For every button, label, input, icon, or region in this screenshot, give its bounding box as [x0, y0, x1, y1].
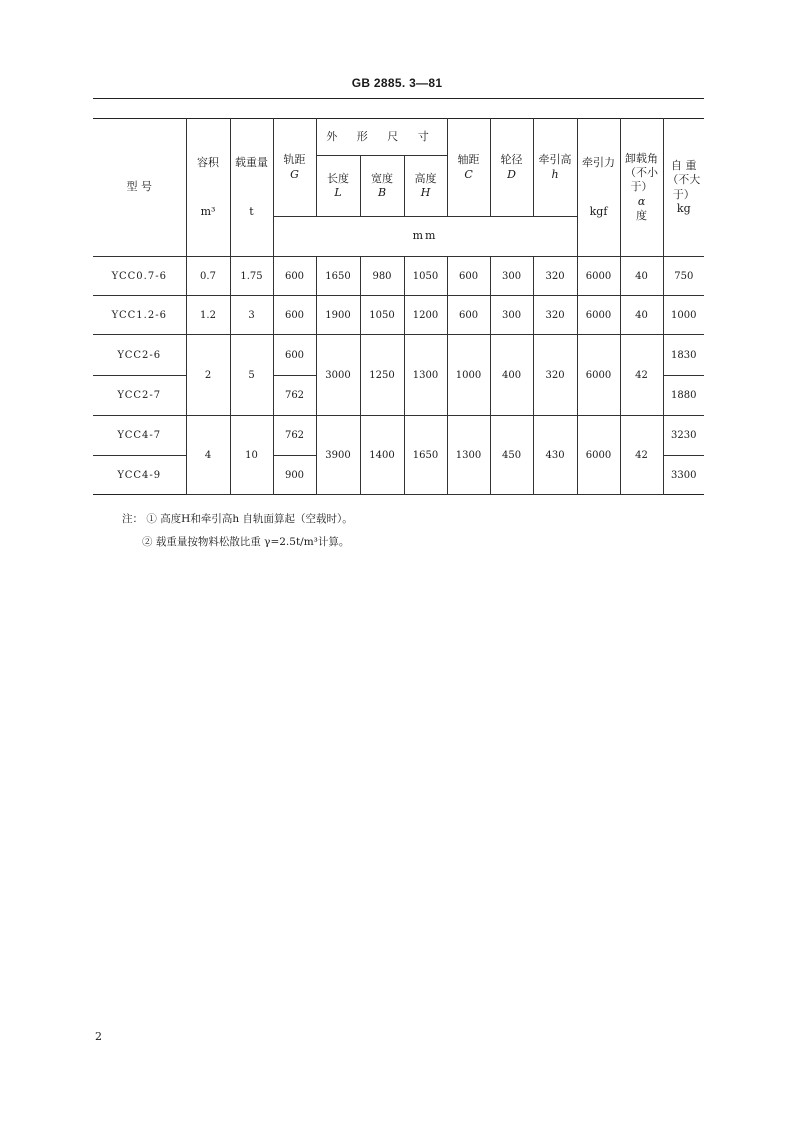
- cell-gauge: 762: [273, 416, 316, 456]
- note-2-text: 载重量按物料松散比重 γ=2.5t/m³计算。: [155, 536, 350, 548]
- header-height-label: 高度: [414, 171, 437, 185]
- header-volume-label: 容积: [197, 156, 219, 170]
- cell-self-weight: 1880: [663, 376, 704, 416]
- table-header-row: [93, 119, 704, 156]
- cell-model: YCC4-9: [93, 456, 186, 495]
- cell-dump-angle: 42: [620, 335, 663, 416]
- cell-self-weight: 3300: [663, 456, 704, 495]
- cell-model: YCC1.2-6: [93, 296, 186, 335]
- cell-width: 1400: [360, 416, 404, 495]
- note-2-number: ②: [142, 536, 153, 548]
- header-height-symbol: H: [420, 186, 431, 199]
- header-self-weight-unit: kg: [676, 201, 691, 215]
- header-traction-force-label: 牵引力: [582, 156, 616, 170]
- cell-dump-angle: 40: [620, 296, 663, 335]
- header-volume: [186, 119, 230, 257]
- header-self-weight-l2: （不大: [667, 173, 701, 187]
- cell-dump-angle: 40: [620, 257, 663, 296]
- cell-self-weight: 1000: [663, 296, 704, 335]
- header-axle-label: 轴距: [457, 153, 480, 167]
- header-width: [360, 156, 404, 217]
- cell-model: YCC0.7-6: [93, 257, 186, 296]
- page-number: 2: [95, 1030, 102, 1043]
- cell-wheel: 300: [490, 257, 533, 296]
- cell-height: 1200: [404, 296, 447, 335]
- header-axle-symbol: C: [464, 167, 473, 181]
- cell-axle: 1300: [447, 416, 490, 495]
- cell-self-weight: 3230: [663, 416, 704, 456]
- header-length: [316, 156, 360, 217]
- header-model: 型 号: [93, 119, 186, 257]
- cell-load: 3: [230, 296, 273, 335]
- cell-wheel: 450: [490, 416, 533, 495]
- cell-traction-force: 6000: [577, 257, 620, 296]
- cell-traction-height: 320: [533, 296, 577, 335]
- cell-gauge: 900: [273, 456, 316, 495]
- header-dump-angle-l1: 卸载角: [625, 151, 659, 165]
- cell-length: 3000: [316, 335, 360, 416]
- cell-self-weight: 1830: [663, 335, 704, 376]
- cell-axle: 600: [447, 296, 490, 335]
- header-outline-dimensions: 外 形 尺 寸: [316, 119, 447, 156]
- standard-number-header: GB 2885. 3—81: [351, 76, 443, 90]
- cell-axle: 1000: [447, 335, 490, 416]
- cell-self-weight: 750: [663, 257, 704, 296]
- table-row: [93, 416, 704, 456]
- header-self-weight: [663, 119, 704, 257]
- cell-dump-angle: 42: [620, 416, 663, 495]
- note-1-number: ①: [146, 513, 157, 525]
- header-wheel-symbol: D: [507, 167, 516, 181]
- cell-height: 1050: [404, 257, 447, 296]
- cell-height: 1300: [404, 335, 447, 416]
- header-axle: [447, 119, 490, 217]
- cell-volume: 4: [186, 416, 230, 495]
- header-traction-height: [533, 119, 577, 217]
- cell-load: 5: [230, 335, 273, 416]
- header-length-label: 长度: [327, 171, 349, 185]
- cell-gauge: 762: [273, 376, 316, 416]
- cell-gauge: 600: [273, 296, 316, 335]
- header-dump-angle-unit: 度: [636, 208, 648, 222]
- header-length-symbol: L: [334, 186, 342, 199]
- cell-volume: 2: [186, 335, 230, 416]
- header-dump-angle-l2: （不小: [625, 166, 659, 180]
- header-dump-angle-l3: 于）: [630, 180, 653, 194]
- notes-label: 注：: [122, 513, 143, 525]
- cell-volume: 0.7: [186, 257, 230, 296]
- table-row: [93, 257, 704, 296]
- cell-traction-force: 6000: [577, 335, 620, 416]
- header-volume-unit: m³: [200, 204, 216, 218]
- cell-traction-height: 430: [533, 416, 577, 495]
- cell-model: YCC2-6: [93, 335, 186, 376]
- header-dump-angle: [620, 119, 663, 257]
- spec-table: [93, 118, 704, 495]
- header-width-label: 宽度: [371, 171, 393, 185]
- note-1-text: 高度H和牵引高h 自轨面算起（空载时）。: [160, 513, 353, 525]
- header-height: [404, 156, 447, 217]
- cell-model: YCC2-7: [93, 376, 186, 416]
- cell-traction-force: 6000: [577, 416, 620, 495]
- header-traction-height-symbol: h: [551, 167, 559, 181]
- header-mm-unit: mm: [273, 217, 577, 257]
- header-self-weight-l3: 于）: [672, 187, 695, 201]
- table-row: [93, 335, 704, 376]
- cell-height: 1650: [404, 416, 447, 495]
- cell-length: 3900: [316, 416, 360, 495]
- header-gauge-symbol: G: [290, 167, 299, 181]
- cell-traction-height: 320: [533, 335, 577, 416]
- cell-load: 10: [230, 416, 273, 495]
- cell-length: 1650: [316, 257, 360, 296]
- header-wheel: [490, 119, 533, 217]
- note-1: [122, 508, 353, 531]
- cell-width: 1250: [360, 335, 404, 416]
- header-load-unit: t: [249, 204, 254, 218]
- header-rule: [93, 98, 704, 99]
- cell-load: 1.75: [230, 257, 273, 296]
- header-dump-angle-symbol: α: [637, 194, 646, 208]
- cell-length: 1900: [316, 296, 360, 335]
- cell-wheel: 400: [490, 335, 533, 416]
- note-2: [122, 531, 353, 554]
- header-wheel-label: 轮径: [500, 153, 523, 167]
- notes: [122, 508, 353, 554]
- header-gauge: [273, 119, 316, 217]
- header-traction-force: [577, 119, 620, 257]
- cell-traction-force: 6000: [577, 296, 620, 335]
- table-row: [93, 296, 704, 335]
- header-gauge-label: 轨距: [283, 153, 306, 167]
- cell-wheel: 300: [490, 296, 533, 335]
- cell-gauge: 600: [273, 335, 316, 376]
- header-load: [230, 119, 273, 257]
- header-width-symbol: B: [377, 186, 387, 199]
- header-traction-force-unit: kgf: [589, 204, 608, 218]
- header-load-label: 载重量: [235, 156, 268, 170]
- cell-gauge: 600: [273, 257, 316, 296]
- cell-volume: 1.2: [186, 296, 230, 335]
- header-traction-height-label: 牵引高: [538, 153, 572, 167]
- cell-model: YCC4-7: [93, 416, 186, 456]
- cell-width: 1050: [360, 296, 404, 335]
- cell-width: 980: [360, 257, 404, 296]
- header-self-weight-l1: 自 重: [671, 158, 697, 172]
- cell-axle: 600: [447, 257, 490, 296]
- cell-traction-height: 320: [533, 257, 577, 296]
